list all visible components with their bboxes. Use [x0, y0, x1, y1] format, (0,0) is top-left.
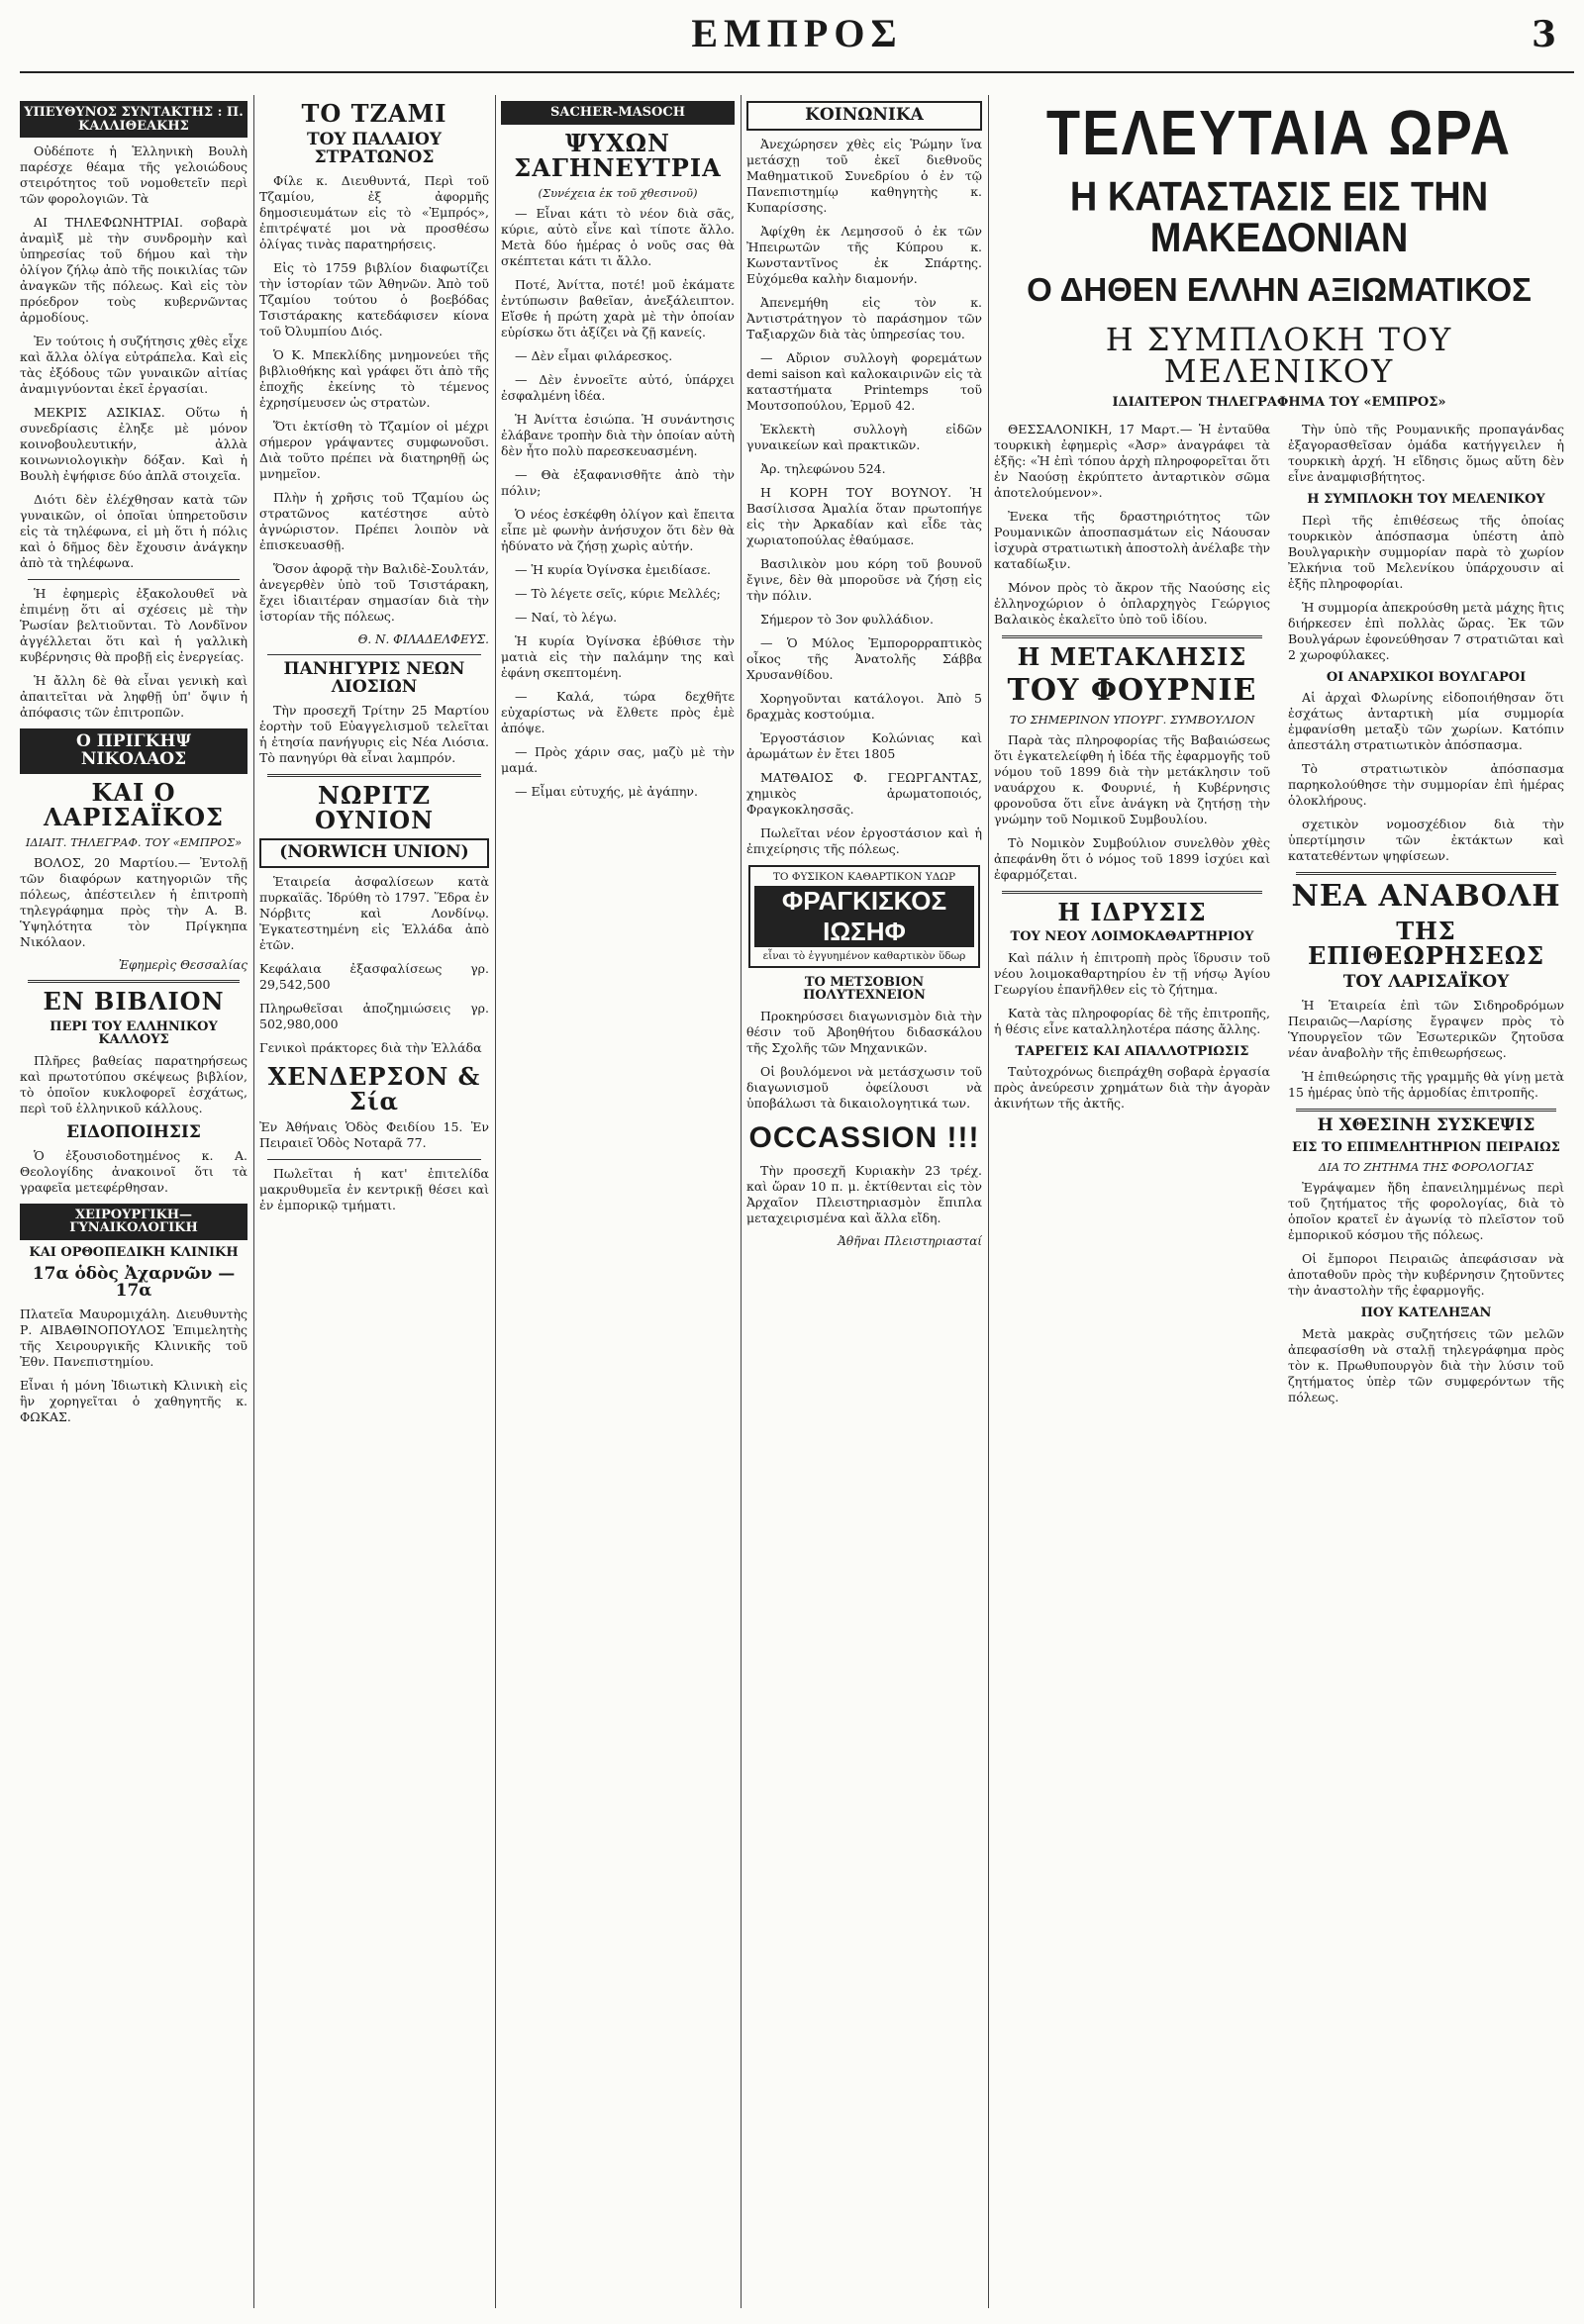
divider [28, 579, 240, 580]
headline: ΤΗΣ ΕΠΙΘΕΩΡΗΣΕΩΣ [1307, 916, 1545, 970]
article-paragraph: Ἀνεχώρησεν χθὲς εἰς Ῥώμην ἵνα μετάσχῃ τοῦ ἐκεῖ διεθνοῦς Μαθηματικοῦ Συνεδρίου ὁ ἐν τῷ Πανεπιστημίῳ καθηγητὴς κ. Κυπαρίσσης. [746, 136, 982, 215]
article-paragraph: Τὴν ὑπὸ τῆς Ρουμανικῆς προπαγάνδας ἐξαγορασθεῖσαν ὁμάδα κατήγγειλεν ἡ τουρκικὴ ἀρχή. Ἡ εἴδησις ὅμως αὕτη δὲν εἶνε ἀναμφισβήτητος. [1288, 422, 1564, 484]
headline: ΤΟ ΤΖΑΜΙ [301, 99, 447, 128]
headline: ΕΝ ΒΙΒΛΙΟΝ [43, 987, 225, 1017]
article-paragraph: — Αὔριον συλλογὴ φορεμάτων demi saison καὶ καλοκαιρινῶν εἰς τὰ καταστήματα Printemps τοῦ Μουτσοπούλου, Ἑρμοῦ 42. [746, 349, 982, 413]
headline: ΚΑΙ Ο ΛΑΡΙΣΑΪΚΟΣ [43, 777, 225, 832]
article-paragraph: Εἰς τὸ 1759 βιβλίον διαφωτίζει τὴν ἱστορίαν τῶν Ἀθηνῶν. Ἀπὸ τοῦ Τζαμίου τούτου ὁ βοεβόδας Τσιστάρακης κατεδάφισεν κίονα τοῦ Ὀλυμπίου Διός. [259, 259, 489, 339]
article-paragraph: ΜΑΤΘΑΙΟΣ Φ. ΓΕΩΡΓΑΝΤΑΣ, χημικὸς ἀρωματοποιός, Φραγκοκλησσᾶς. [746, 769, 982, 817]
advertisement-bottom: εἶναι τὸ ἐγγυημένον καθαρτικὸν ὕδωρ [762, 949, 966, 962]
article-paragraph: Πλατεῖα Μαυρομιχάλη. Διευθυντὴς Ρ. ΑΙΒΑΘΙΝΟΠΟΥΛΟΣ Ἐπιμελητὴς τῆς Χειρουργικῆς Κλινικῆς τοῦ Ἐθν. Πανεπιστημίου. [20, 1307, 248, 1370]
article-paragraph: Ἀφίχθη ἐκ Λεμησσοῦ ὁ ἐκ τῶν Ἠπειρωτῶν τῆς Κύπρου κ. Κωνσταντῖνος ἐκ Σπάρτης. Εὐχόμεθα καλὴν διαμονήν. [746, 223, 982, 286]
subcolumn-left [994, 422, 1270, 1413]
article-paragraph: ΑΙ ΤΗΛΕΦΩΝΗΤΡΙΑΙ. σοβαρὰ ἀναμὶξ μὲ τὴν συνδρομὴν καὶ ὑπηρεσίας τοῦ δήμου καὶ τὴν ὀλίγον ζήλῳ ἀπὸ τῆς ποικιλίας τῶν ἀναγκῶν τῆς πόλεως. Καὶ εἰς τὸν πρόεδρον τοὺς κυβερνῶντας ἀρμοδίους. [20, 215, 248, 326]
column-4 [746, 95, 982, 2308]
headline: ΤΑΡΕΓΕΙΣ ΚΑΙ ΑΠΑΛΛΟΤΡΙΩΣΙΣ [1015, 1043, 1249, 1059]
advertisement-brand: ΦΡΑΓΚΙΣΚΟΣ ΙΩΣΗΦ [754, 886, 974, 947]
subheadline: (Συνέχεια ἐκ τοῦ χθεσινοῦ) [538, 186, 698, 201]
article-paragraph: Σήμερον τὸ 3ον φυλλάδιον. [760, 611, 934, 627]
article-paragraph: Η ΚΟΡΗ ΤΟΥ ΒΟΥΝΟΥ. Ἡ Βασίλισσα Ἀμαλία ὅταν πρωτοπήγε εἰς τὴν Ἀρκαδίαν καὶ εἶδε τὰς χωριατοπούλας ἐθαύμασε. [746, 484, 982, 547]
article-paragraph: Τὸ στρατιωτικὸν ἀπόσπασμα παρηκολούθησε τὴν συμμορίαν ἐπὶ ἡμέρας ὁλοκλήρους. [1288, 761, 1564, 809]
article-paragraph: Οἱ βουλόμενοι νὰ μετάσχωσιν τοῦ διαγωνισμοῦ ὀφείλουσι νὰ ὑποβάλωσι τὰ δικαιολογητικά των. [746, 1064, 982, 1112]
headline: ΨΥΧΩΝ ΣΑΓΗΝΕΥΤΡΙΑ [514, 128, 722, 182]
headline: ΝΕΑ ΑΝΑΒΟΛΗ [1291, 879, 1561, 915]
article-paragraph: Ἡ κυρία Ὀγίνσκα ἐβύθισε τὴν ματιὰ εἰς τὴν παλάμην της καὶ ἐφάνη σκεπτομένη. [501, 633, 735, 681]
headline: ΕΙΣ ΤΟ ΕΠΙΜΕΛΗΤΗΡΙΟΝ ΠΕΙΡΑΙΩΣ [1292, 1139, 1560, 1155]
article-paragraph: Ποτέ, Ἀνίττα, ποτέ! μοῦ ἐκάματε ἐντύπωσιν βαθεῖαν, ἀνεξάλειπτον. Εἴσθε ἡ πρώτη χαρὰ μὲ τὴν ὁποίαν εὑρίσκω ὅτι ἀξίζει νὰ ζῇ κανείς. [501, 277, 735, 340]
headline: Η ΣΥΜΠΛΟΚΗ ΤΟΥ ΜΕΛΕΝΙΚΟΥ [1307, 492, 1545, 507]
article-paragraph: Τὴν προσεχῆ Τρίτην 25 Μαρτίου ἑορτὴν τοῦ Εὐαγγελισμοῦ τελεῖται ἡ ἐτησία πανήγυρις εἰς Νέα Λιόσια. Τὸ πανηγύρι θὰ εἶναι λαμπρόν. [259, 702, 489, 765]
subcolumn-right [1288, 422, 1564, 1413]
article-paragraph: — Εἶμαι εὐτυχής, μὲ ἀγάπην. [515, 784, 698, 800]
article-paragraph: Γενικοὶ πράκτορες διὰ τὴν Ἑλλάδα [259, 1039, 482, 1055]
article-paragraph: Πλὴν ἡ χρῆσις τοῦ Τζαμίου ὡς στρατῶνος κατέστησε αὐτὸ ἀγνώριστον. Πρέπει λοιπὸν νὰ ἐπισκευασθῇ. [259, 489, 489, 552]
article-paragraph: Πωλεῖται ἡ κατ' ἐπιτελίδα μακρυθυμεῖα ἐν κεντρικῇ θέσει καὶ ἐν ἐμπορικῷ τμήματι. [259, 1166, 489, 1213]
article-paragraph: Ἑταιρεία ἀσφαλίσεων κατὰ πυρκαϊᾶς. Ἱδρύθη τὸ 1797. Ἕδρα ἐν Νόρβιτς καὶ Λονδίνῳ. Ἐγκατεστημένη εἰς Ἑλλάδα ἀπὸ ἐτῶν. [259, 873, 489, 952]
article-paragraph: Χορηγοῦνται κατάλογοι. Ἀπὸ 5 δραχμὰς κοστούμια. [746, 690, 982, 722]
column-divider [988, 95, 989, 2308]
headline: ΤΟΥ ΝΕΟΥ ΛΟΙΜΟΚΑΘΑΡΤΗΡΙΟΥ [1010, 928, 1254, 944]
article-paragraph: Τὸ Νομικὸν Συμβούλιον συνελθὸν χθὲς ἀπεφάνθη ὅτι ὁ νόμος τοῦ 1899 ἰσχύει καὶ ἐφαρμόζεται. [994, 834, 1270, 882]
advertisement-box [748, 865, 980, 968]
column-divider [741, 95, 742, 2308]
article-paragraph: Ταὐτοχρόνως διεπράχθη σοβαρὰ ἐργασία πρὸς ἀνεύρεσιν χρημάτων διὰ τὴν ἀγορὰν ἀκινήτων τῆς ἀκτῆς. [994, 1064, 1270, 1112]
article-paragraph: Φίλε κ. Διευθυντά, Περὶ τοῦ Τζαμίου, ἐξ ἀφορμῆς δημοσιευμάτων εἰς τὸ «Ἐμπρός», ἐπιτρέψατέ μοι νὰ προσθέσω ὀλίγας τινὰς παρατηρήσεις. [259, 172, 489, 251]
article-paragraph: — Δὲν εἶμαι φιλάρεσκος. [515, 348, 673, 364]
headline: ΚΑΙ ΟΡΘΟΠΕΔΙΚΗ ΚΛΙΝΙΚΗ [29, 1244, 239, 1260]
headline: Η ΧΘΕΣΙΝΗ ΣΥΣΚΕΨΙΣ [1317, 1115, 1535, 1135]
lead-headline: Η ΣΥΜΠΛΟΚΗ ΤΟΥ ΜΕΛΕΝΙΚΟΥ [1105, 321, 1453, 390]
lead-headline: Ο ΔΗΘΕΝ ΕΛΛΗΝ ΑΞΙΩΜΑΤΙΚΟΣ [1027, 271, 1532, 308]
article-paragraph: Ὁ νέος ἐσκέφθη ὀλίγον καὶ ἔπειτα εἶπε μὲ φωνὴν ἀνήσυχον ὅτι δὲν θὰ ἠδύνατο νὰ ζήσῃ χωρὶς αὐτήν. [501, 507, 735, 554]
article-paragraph: — Τὸ λέγετε σεῖς, κύριε Μελλές; [515, 586, 721, 602]
article-paragraph: Οὐδέποτε ἡ Ἑλληνικὴ Βουλὴ παρέσχε θέαμα τῆς γελοιώδους στειρότητος τοῦ νομοθετεῖν περὶ τῶν φορολογιῶν. Τὰ [20, 144, 248, 207]
headline: Ο ΠΡΙΓΚΗΨ ΝΙΚΟΛΑΟΣ [20, 728, 248, 774]
dateline: ΙΔΙΑΙΤΕΡΟΝ ΤΗΛΕΓΡΑΦΗΜΑ ΤΟΥ «ΕΜΠΡΟΣ» [1112, 395, 1446, 410]
column-1 [20, 95, 248, 2308]
article-paragraph: — Ναί, τὸ λέγω. [515, 610, 618, 626]
article-paragraph: Καὶ πάλιν ἡ ἐπιτροπὴ πρὸς ἵδρυσιν τοῦ νέου λοιμοκαθαρτηρίου ἐν τῇ νήσῳ Ἁγίου Γεωργίου ἐπανῆλθεν εἰς τὸ ζήτημα. [994, 949, 1270, 997]
headline: ΠΟΥ ΚΑΤΕΛΗΞΑΝ [1360, 1306, 1492, 1321]
headline: Η ΜΕΤΑΚΛΗΣΙΣ [1017, 642, 1247, 671]
divider [267, 654, 481, 655]
advertisement-top: ΤΟ ΦΥΣΙΚΟΝ ΚΑΘΑΡΤΙΚΟΝ ΥΔΩΡ [772, 870, 956, 883]
article-paragraph: ΜΕΚΡΙΣ ΑΣΙΚΙΑΣ. Οὕτω ἡ συνεδρίασις ἐληξε μὲ μόνον κοινοβουλευτικήν, ἀλλὰ κοινωνιολογικὴν δόξαν. Καὶ ἡ Βουλὴ ἐψήφισε δύο ἀπλᾶ στοιχεῖα. [20, 405, 248, 484]
article-paragraph: Ἐγράψαμεν ἤδη ἐπανειλημμένως περὶ τοῦ ζητήματος τῆς φορολογίας, διὰ τὸ ὁποῖον κρατεῖ ἐν ἀγωνίᾳ τὸ πλεῖστον τοῦ ἐμπορικοῦ κόσμου τῆς πόλεως. [1288, 1180, 1564, 1243]
article-paragraph: — Ὁ Μύλος Ἐμπορορραπτικὸς οἶκος τῆς Ἀνατολῆς Σάββα Χρυσανθίδου. [746, 634, 982, 682]
article-paragraph: Διότι δὲν ἐλέχθησαν κατὰ τῶν γυναικῶν, οἱ ὁποῖαι ὑπηρετοῦσιν εἰς τὰ τηλέφωνα, εἰ μὴ ὅτι ἡ πόλις καὶ ὁ δῆμος δὲν ἔχουσιν ἀνάγκην ἀπὸ τὰ τηλέφωνα. [20, 492, 248, 571]
article-paragraph: Ὅτι ἐκτίσθη τὸ Τζαμίον οἱ μέχρι σήμερον γράψαντες συμφωνοῦσι. Διὰ τοῦτο πρέπει νὰ διατηρηθῇ ὡς μνημεῖον. [259, 418, 489, 481]
subheadline: ΙΔΙΑΙΤ. ΤΗΛΕΓΡΑΦ. ΤΟΥ «ΕΜΠΡΟΣ» [25, 835, 243, 850]
article-paragraph: Ἀπενεμήθη εἰς τὸν κ. Ἀντιστράτηγον τὸ παράσημον τῶν Ταξιαρχῶν διὰ τὰς ὑπηρεσίας του. [746, 294, 982, 341]
headline: ΤΟΥ ΠΑΛΑΙΟΥ ΣΤΡΑΤΩΝΟΣ [306, 130, 443, 168]
divider [28, 980, 240, 983]
article-paragraph: Ὁ ἐξουσιοδοτημένος κ. Α. Θεολογίδης ἀνακοινοῖ ὅτι τὰ γραφεῖα μετεφέρθησαν. [20, 1147, 248, 1195]
article-paragraph: Ὅσον ἀφορᾷ τὴν Βαλιδὲ-Σουλτάν, ἀνεγερθὲν ὑπὸ τοῦ Τσιστάρακη, ἔχει ἰδιαιτέραν σημασίαν διὰ τὴν ἱστορίαν τῆς πόλεως. [259, 560, 489, 624]
headline: ΤΟΥ ΦΟΥΡΝΙΕ [1007, 673, 1257, 709]
headline: ΠΕΡΙ ΤΟΥ ΕΛΛΗΝΙΚΟΥ ΚΑΛΛΟΥΣ [50, 1018, 218, 1048]
divider [267, 1159, 481, 1160]
headline: ΧΕΝΔΕΡΣΟΝ & Σία [267, 1061, 481, 1115]
article-paragraph: Ἡ συμμορία ἀπεκρούσθη μετὰ μάχης ἣτις διήρκεσεν ἐπὶ πολλὰς ὥρας. Ἐκ τῶν Βουλγάρων ἐφονεύθησαν 7 στρατιῶται καὶ 2 χωροφύλακες. [1288, 599, 1564, 662]
article-paragraph: σχετικὸν νομοσχέδιον διὰ τὴν ὑπερτίμησιν τῶν ἐκτάκτων καὶ κατατεθέντων ψηφίσεων. [1288, 817, 1564, 864]
headline: 17α ὁδὸς Ἀχαρνῶν —17α [32, 1263, 236, 1302]
subheadline: ΤΟ ΣΗΜΕΡΙΝΟΝ ΥΠΟΥΡΓ. ΣΥΜΒΟΥΛΙΟΝ [1009, 712, 1255, 726]
divider [267, 774, 481, 777]
headline: ΕΙΔΟΠΟΙΗΣΙΣ [66, 1121, 201, 1142]
headline: ΟΙ ΑΝΑΡΧΙΚΟΙ ΒΟΥΛΓΑΡΟΙ [1326, 669, 1527, 685]
masthead-rule [20, 71, 1574, 73]
signature: Ἐφημερὶς Θεσσαλίας [118, 958, 248, 973]
article-paragraph: Κατὰ τὰς πληροφορίας δὲ τῆς ἐπιτροπῆς, ἡ θέσις εἶνε καταλληλοτέρα πάσης ἄλλης. [994, 1005, 1270, 1036]
headline: Η ΙΔΡΥΣΙΣ [1057, 897, 1207, 926]
headline: ΚΟΙΝΩΝΙΚΑ [746, 101, 982, 131]
article-paragraph: Τὴν προσεχῆ Κυριακὴν 23 τρέχ. καὶ ὥραν 10 π. μ. ἐκτίθενται εἰς τὸν Ἀρχαῖον Πλειστηριασμὸν ἔπιπλα μεταχειρισμένα καὶ ἄλλα εἴδη. [746, 1163, 982, 1226]
article-paragraph: Ἡ ἐφημερὶς ἐξακολουθεῖ νὰ ἐπιμένῃ ὅτι αἱ σχέσεις μὲ τὴν Ῥωσίαν βελτιοῦνται. Τὸ Λονδῖνον ἀγγέλλεται ὅτι καὶ ἡ γαλλικὴ κυβέρνησις θὰ προβῇ εἰς ἐνεργείας. [20, 586, 248, 665]
newspaper-title: ΕΜΠΡΟΣ [691, 11, 903, 55]
headline: ΠΑΝΗΓΥΡΙΣ ΝΕΩΝ ΛΙΟΣΙΩΝ [283, 658, 465, 697]
signature: Ἀθῆναι Πλειστηριασταί [838, 1234, 982, 1249]
article-paragraph: Εἶναι ἡ μόνη Ἰδιωτικὴ Κλινικὴ εἰς ἣν χορηγεῖται ὁ χαθηγητῆς κ. ΦΩΚΑΣ. [20, 1378, 248, 1425]
article-paragraph: — Θὰ ἐξαφανισθῆτε ἀπὸ τὴν πόλιν; [501, 467, 735, 499]
article-paragraph: Πληρωθεῖσαι ἀποζημιώσεις γρ. 502,980,000 [259, 1000, 489, 1031]
headline: ΤΟΥ ΛΑΡΙΣΑΪΚΟΥ [1342, 972, 1510, 993]
article-paragraph: — Δὲν ἐννοεῖτε αὐτό, ὑπάρχει ἐσφαλμένη ἰδέα. [501, 372, 735, 404]
column-divider [253, 95, 254, 2308]
article-paragraph: Οἱ ἔμποροι Πειραιῶς ἀπεφάσισαν νὰ ἀποταθοῦν πρὸς τὴν κυβέρνησιν ζητοῦντες τὴν ἀναστολὴν τῆς ἐφαρμογῆς. [1288, 1251, 1564, 1299]
article-paragraph: Ἡ Ἑταιρεία ἐπὶ τῶν Σιδηροδρόμων Πειραιῶς—Λαρίσης ἔγραψεν πρὸς τὸ Ὑπουργεῖον τῶν Ἐσωτερικῶν ζητοῦσα νέαν ἀναβολὴν τῆς ἐπιθεωρήσεως. [1288, 998, 1564, 1060]
byline: ΥΠΕΥΘΥΝΟΣ ΣΥΝΤΑΚΤΗΣ : Π. ΚΑΛΛΙΘΕΑΚΗΣ [20, 101, 248, 138]
article-paragraph: — Πρὸς χάριν σας, μαζὺ μὲ τὴν μαμά. [501, 744, 735, 776]
article-paragraph: Ἐν τούτοις ἡ συζήτησις χθὲς εἶχε καὶ ἄλλα ὀλίγα εὐτράπελα. Καὶ εἰς τὰς ἐξόδους τῶν γυναικῶν αἰτίας ἀναμιγνύονται ἐκεῖ ἐργασίαι. [20, 334, 248, 397]
article-paragraph: Περὶ τῆς ἐπιθέσεως τῆς ὁποίας τουρκικὸν ἀπόσπασμα ὑπέστη ἀπὸ Βουλγαρικὴν συμμορίαν παρὰ τὸ χωρίον Ἐλκήνια τοῦ Μελενίκου ὑπάρχουσιν αἱ ἑξῆς πληροφορίαι. [1288, 512, 1564, 591]
two-column-block [994, 422, 1564, 1413]
article-paragraph: Ἀρ. τηλεφώνου 524. [760, 460, 886, 476]
article-paragraph: Ἐνεκα τῆς δραστηριότητος τῶν Ρουμανικῶν ἀποσπασμάτων εἰς Νάουσαν ἰσχυρὰ στρατιωτικὴ ἀποστολὴ ἀνέλαβε τὴν καταδίωξιν. [994, 509, 1270, 571]
column-3 [501, 95, 735, 2308]
article-paragraph: Πωλεῖται νέον ἐργοστάσιον καὶ ἡ ἐπιχείρησις τῆς πόλεως. [746, 824, 982, 856]
article-paragraph: Προκηρύσσει διαγωνισμὸν διὰ τὴν θέσιν τοῦ Ἀβοηθήτου διδασκάλου τῆς Σχολῆς τῶν Μηχανικῶν. [746, 1009, 982, 1056]
column-divider [495, 95, 496, 2308]
article-paragraph: — Ἡ κυρία Ὀγίνσκα ἐμειδίασε. [515, 562, 711, 578]
article-paragraph: Αἱ ἀρχαὶ Φλωρίνης εἰδοποιήθησαν ὅτι ἐσχάτως ἀνταρτικὴ μία συμμορία ἐμφανίσθη μεταξὺ τῶν χωρίων. Κατόπιν ἀπεστάλη στρατιωτικὸν ἀπόσπασμα. [1288, 690, 1564, 753]
article-paragraph: ΒΟΛΟΣ, 20 Μαρτίου.— Ἐντολῇ τῶν διαφόρων κατηγοριῶν τῆς πόλεως, ἀπέστειλεν ἡ ἐπιτροπὴ τηλεγράφημα πρὸς τὴν Α. Β. Ὑψηλότητα τὸν Πρίγκηπα Νικόλαον. [20, 855, 248, 950]
headline: ΤΟ ΜΕΤΣΟΒΙΟΝ ΠΟΛΥΤΕΧΝΕΙΟΝ [803, 974, 926, 1004]
masthead [20, 6, 1574, 91]
divider [1296, 872, 1556, 875]
article-paragraph: Μετὰ μακρὰς συζητήσεις τῶν μελῶν ἀπεφασίσθη νὰ σταλῇ τηλεγράφημα πρὸς τὸν κ. Πρωθυπουργὸν διὰ τὴν λύσιν τοῦ ζητήματος ὑπὲρ τῶν συμφερόντων τῆς πόλεως. [1288, 1326, 1564, 1405]
divider [1296, 1109, 1556, 1112]
article-paragraph: — Εἶναι κάτι τὸ νέον διὰ σᾶς, κύριε, αὐτὸ εἶνε καὶ τίποτε ἄλλο. Μετὰ δύο ἡμέρας ὁ νοῦς σας θὰ σκέπτεται κάτι τι ἄλλο. [501, 206, 735, 269]
article-paragraph: — Καλά, τώρα δεχθῆτε εὐχαρίστως νὰ ἔλθετε πρὸς ἐμὲ ἀπόψε. [501, 689, 735, 736]
column-5 [994, 95, 1564, 2308]
article-paragraph: Ἡ ἄλλη δὲ θὰ εἶναι γενικὴ καὶ ἀπαιτεῖται νὰ ληφθῇ ὑπ' ὄψιν ἡ ἀπόφασις τῶν ἐπιτροπῶν. [20, 673, 248, 721]
headline: SACHER-MASOCH [501, 101, 735, 125]
article-paragraph: Ὁ Κ. Μπεκλίδης μνημονεύει τῆς βιβλιοθήκης καὶ γράφει ὅτι ἀπὸ τῆς ἐποχῆς ἐκείνης τὸ τέμενος ἐχρησίμευσεν ὡς στρατὼν. [259, 346, 489, 410]
article-paragraph: Ἐργοστάσιον Κολώνιας καὶ ἀρωμάτων ἐν ἔτει 1805 [746, 729, 982, 761]
article-paragraph: Μόνον πρὸς τὸ ἄκρον τῆς Ναούσης εἰς ἑλληνοχώριον ὁ ὁπλαρχηγὸς Γεώργιος Βαλαικὸς ἐκαλεῖτο ὑπὸ τοῦ ἰδίου. [994, 580, 1270, 627]
headline: ΝΩΡΙΤΖ ΟΥΝΙΟΝ [314, 780, 435, 834]
subheadline: ΔΙΑ ΤΟ ΖΗΤΗΜΑ ΤΗΣ ΦΟΡΟΛΟΓΙΑΣ [1318, 1160, 1534, 1175]
lead-headline: Η ΚΑΤΑΣΤΑΣΙΣ ΕΙΣ ΤΗΝ ΜΑΚΕΔΟΝΙΑΝ [1069, 174, 1489, 261]
article-paragraph: ΘΕΣΣΑΛΟΝΙΚΗ, 17 Μαρτ.— Ἡ ἐνταῦθα τουρκικὴ ἐφημερὶς «Ἀσρ» ἀναγράφει τὰ ἑξῆς: «Ἡ ἐπὶ τόπου ἀρχὴ πληροφορεῖται ὅτι ἐν Ναούσῃ ἐκρύπτετο ἀνταρτικὸν σῶμα ἀποτελούμενον». [994, 422, 1270, 500]
divider [1002, 635, 1262, 638]
lead-headline: ΤΕΛΕΥΤΑΙΑ ΩΡΑ [1045, 96, 1513, 168]
divider [1002, 891, 1262, 894]
article-paragraph: Ἐκλεκτὴ συλλογὴ εἰδῶν γυναικείων καὶ πρακτικῶν. [746, 421, 982, 452]
article-paragraph: Βασιλικὸν μου κόρη τοῦ βουνοῦ ἔγινε, δὲν θὰ μποροῦσε νὰ ζήσῃ εἰς τὴν πόλιν. [746, 555, 982, 603]
article-paragraph: Κεφάλαια ἐξασφαλίσεως γρ. 29,542,500 [259, 960, 489, 992]
headline: ΧΕΙΡΟΥΡΓΙΚΗ—ΓΥΝΑΙΚΟΛΟΓΙΚΗ [20, 1204, 248, 1240]
page-number: 3 [1531, 14, 1556, 55]
article-paragraph: Ἡ ἐπιθεώρησις τῆς γραμμῆς θὰ γίνῃ μετὰ 15 ἡμέρας ὑπὸ τῆς ἁρμοδίας ἐπιτροπῆς. [1288, 1069, 1564, 1100]
article-paragraph: Παρὰ τὰς πληροφορίας τῆς Βαβαιώσεως ὅτι ἐγκατελείφθη ἡ ἰδέα τῆς ἐφαρμογῆς τοῦ νόμου τοῦ 1899 διὰ τὴν μετάκλησιν τοῦ ναυάρχου κ. Φουρνιέ, ἡ Κυβέρνησις φρονοῦσα ὅτι εἶνε ἀνάγκη νὰ ζητήσῃ τὴν γνώμην τοῦ Νομικοῦ Συμβουλίου. [994, 731, 1270, 826]
article-paragraph: Πλῆρες βαθείας παρατηρήσεως καὶ πρωτοτύπου σκέψεως βιβλίον, τὸ ὁποῖον κυκλοφορεῖ ἐσχάτως, περὶ τοῦ ἑλληνικοῦ κάλλους. [20, 1052, 248, 1115]
column-2 [259, 95, 489, 2308]
article-paragraph: Ἡ Ἀνίττα ἐσιώπα. Ἡ συνάντησις ἐλάβανε τροπὴν διὰ τὴν ὁποίαν αὐτὴ δὲν ἦτο πολὺ παρεσκευασμένη. [501, 412, 735, 459]
headline: (NORWICH UNION) [259, 838, 489, 868]
article-paragraph: Ἐν Ἀθήναις Ὁδὸς Φειδίου 15. Ἐν Πειραιεῖ Ὁδὸς Νοταρᾶ 77. [259, 1119, 489, 1151]
signature: Θ. Ν. ΦΙΛΑΔΕΛΦΕΥΣ. [357, 631, 489, 646]
headline: OCCASSION !!! [748, 1121, 980, 1155]
